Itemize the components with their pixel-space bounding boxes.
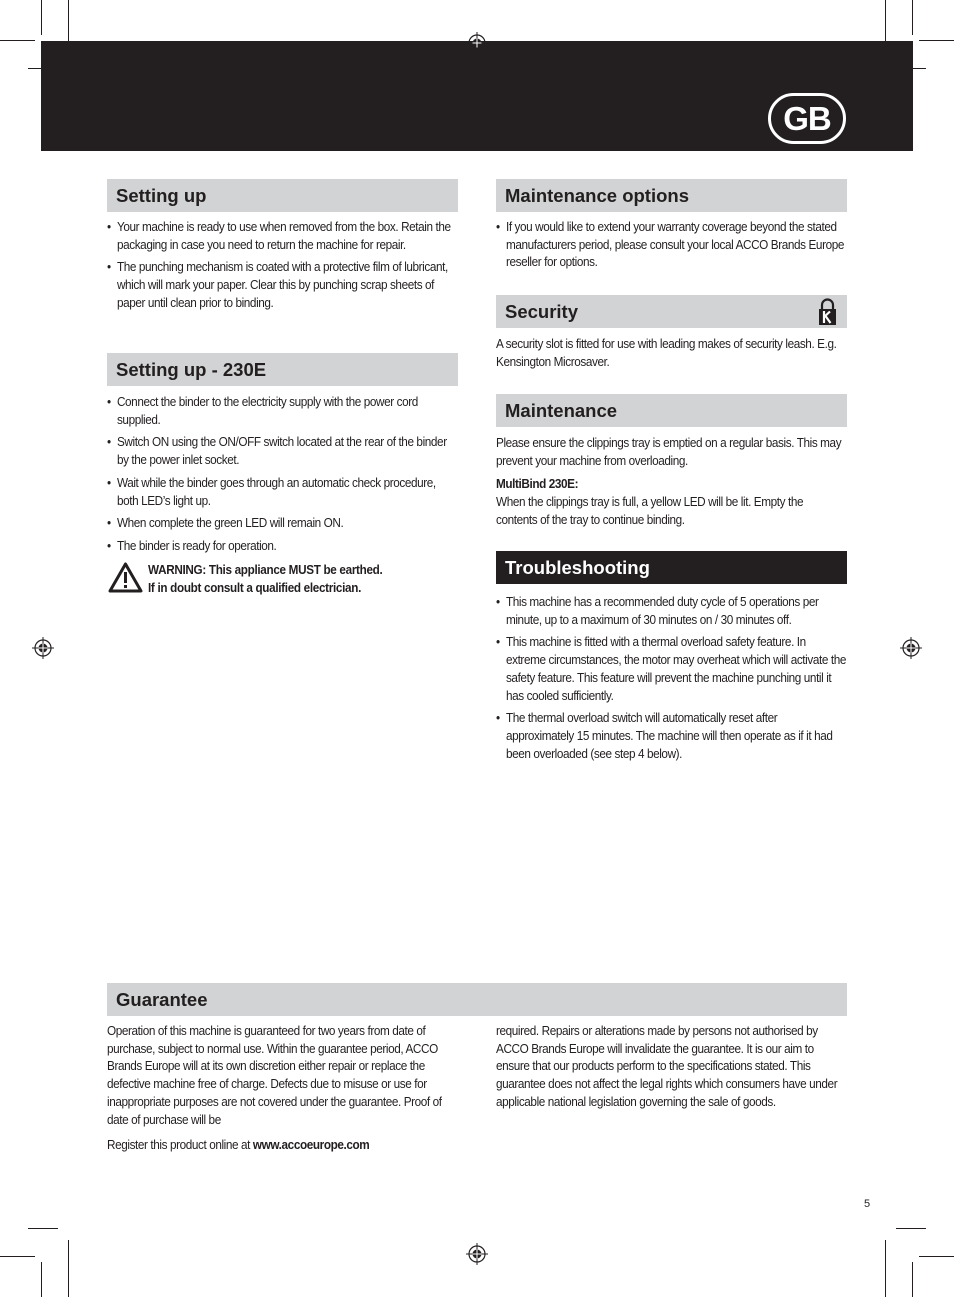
- multibind-text: When the clippings tray is full, a yellow LED will be lit. Empty the contents of the tray to continue binding.: [496, 494, 804, 527]
- list-item: • The punching mechanism is coated with a protective film of lubricant, which will mark your paper. Clear this by punching scrap sheets of paper until clean prior to binding.: [107, 258, 458, 311]
- maintenance-options-body: [496, 218, 847, 276]
- guarantee-col-2: [496, 1022, 847, 1116]
- section-heading-troubleshooting: Troubleshooting: [496, 551, 847, 584]
- section-heading-maintenance-options: Maintenance options: [496, 179, 847, 212]
- list-item: • If you would like to extend your warranty coverage beyond the stated manufacturers period, please consult your local ACCO Brands Europe reseller for options.: [496, 218, 847, 271]
- crop-mark: [41, 1262, 42, 1297]
- section-heading-guarantee: Guarantee: [107, 983, 847, 1016]
- registration-mark-icon: [466, 32, 488, 54]
- crop-mark: [0, 1256, 35, 1257]
- setting-up-body: [107, 218, 458, 317]
- security-text: A security slot is fitted for use with leading makes of security leash. E.g. Kensington Microsaver.: [496, 336, 837, 369]
- section-heading-security: Security: [496, 295, 847, 328]
- crop-mark: [68, 1240, 69, 1297]
- list-item: • Your machine is ready to use when removed from the box. Retain the packaging in case you need to return the machine for repair.: [107, 218, 458, 253]
- list-item: • When complete the green LED will remain ON.: [107, 514, 458, 532]
- guarantee-text-1: Operation of this machine is guaranteed for two years from date of purchase, subject to normal use. Within the guarantee period, ACCO Brands Europe will at its own discretion either repair or replace the defective machine free of charge. Defects due to misuse or use for inappropriate purposes are not covered under the guarantee. Proof of date of purchase will be: [107, 1023, 442, 1127]
- register-link[interactable]: www.accoeurope.com: [252, 1137, 370, 1153]
- warning-text: [148, 561, 382, 596]
- crop-mark: [885, 1240, 886, 1297]
- crop-mark: [919, 40, 954, 41]
- list-item: • The thermal overload switch will automatically reset after approximately 15 minutes. The machine will then operate as if it had been overloaded (see step 4 below).: [496, 709, 847, 762]
- warning-line-1: WARNING: This appliance MUST be earthed.: [148, 562, 383, 577]
- crop-mark: [912, 0, 913, 35]
- registration-mark-icon: [900, 637, 922, 659]
- section-heading-setting-up: Setting up: [107, 179, 458, 212]
- maintenance-body: [496, 434, 847, 534]
- register-prefix: Register this product online at: [107, 1137, 253, 1153]
- register-line: [107, 1136, 458, 1154]
- warning-icon: [108, 562, 143, 593]
- list-item: • Connect the binder to the electricity supply with the power cord supplied.: [107, 393, 458, 428]
- crop-mark: [919, 1256, 954, 1257]
- troubleshooting-body: [496, 593, 847, 767]
- registration-mark-icon: [32, 637, 54, 659]
- setting-up-230e-body: [107, 393, 458, 560]
- list-item: • Wait while the binder goes through an automatic check procedure, both LED’s light up.: [107, 474, 458, 509]
- guarantee-text-2: required. Repairs or alterations made by persons not authorised by ACCO Brands Europe will invalidate the guarantee. It is our aim to ensure that our products perform to the specifications stated. This guarantee does not affect the legal rights which consumers have under applicable national legislation governing the sale of goods.: [496, 1023, 838, 1109]
- guarantee-col-1: [107, 1022, 458, 1159]
- crop-mark: [28, 1228, 58, 1229]
- list-item: • The binder is ready for operation.: [107, 537, 458, 555]
- list-item: • This machine has a recommended duty cycle of 5 operations per minute, up to a maximum of 30 minutes on / 30 minutes off.: [496, 593, 847, 628]
- section-heading-maintenance: Maintenance: [496, 394, 847, 427]
- section-heading-setting-up-230e: Setting up - 230E: [107, 353, 458, 386]
- list-item: • Switch ON using the ON/OFF switch located at the rear of the binder by the power inlet socket.: [107, 433, 458, 468]
- page-number: 5: [864, 1198, 871, 1210]
- crop-mark: [912, 1262, 913, 1297]
- crop-mark: [896, 1228, 926, 1229]
- crop-mark: [41, 0, 42, 35]
- registration-mark-icon: [466, 1243, 488, 1265]
- warning-line-2: If in doubt consult a qualified electrician.: [148, 579, 362, 595]
- maintenance-text: Please ensure the clippings tray is emptied on a regular basis. This may prevent your machine from overloading.: [496, 435, 842, 468]
- crop-mark: [0, 40, 35, 41]
- list-item: • This machine is fitted with a thermal overload safety feature. In extreme circumstances, the motor may overheat which will activate the safety feature. This feature will prevent the machine punching until it has cooled sufficiently.: [496, 633, 847, 704]
- kensington-lock-icon: [817, 298, 838, 326]
- multibind-subheading: MultiBind 230E:: [496, 476, 579, 492]
- language-badge: GB: [768, 93, 846, 144]
- security-body: [496, 335, 847, 375]
